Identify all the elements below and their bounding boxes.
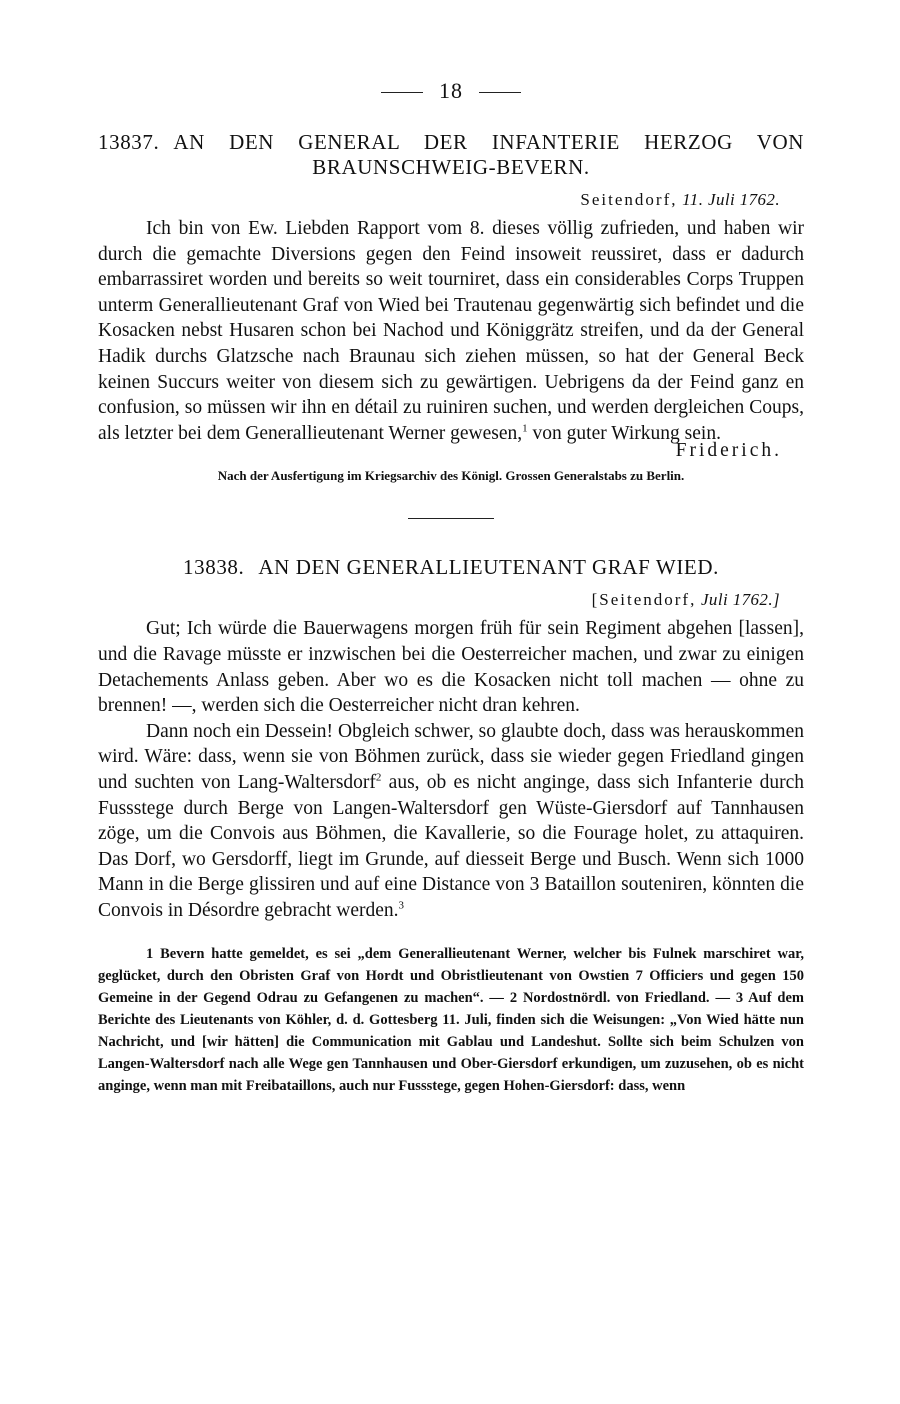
letter2-place-date xyxy=(98,590,780,610)
rule-left xyxy=(381,92,423,93)
letter1-date: 11. Juli 1762. xyxy=(682,190,780,209)
letter1-place-date xyxy=(98,190,780,210)
letter1-signature: Friderich. xyxy=(675,440,782,462)
letter2-title: AN DEN GENERALLIEUTENANT GRAF WIED. xyxy=(258,555,719,580)
letter2-heading xyxy=(98,555,804,580)
rule-right xyxy=(479,92,521,93)
page-number: 18 xyxy=(98,78,804,104)
letter1-text-end: von guter Wirkung sein. xyxy=(527,422,721,444)
letter1-source: Nach der Ausfertigung im Kriegsarchiv des Königl. Grossen Generalstabs zu Berlin. xyxy=(217,468,685,484)
page xyxy=(98,78,804,1097)
letter2-body xyxy=(98,616,804,923)
letter2-place: [Seitendorf, xyxy=(591,590,697,610)
letter2-date: Juli 1762.] xyxy=(700,590,780,610)
footnote-mark-3: 3 xyxy=(398,899,405,912)
letter1-number: 13837. xyxy=(98,130,160,154)
letter1-title: AN DEN GENERAL DER INFANTERIE HERZOG VON BRAUNSCHWEIG-BEVERN. xyxy=(173,130,804,179)
letter1-text: Ich bin von Ew. Liebden Rapport vom 8. dieses völlig zufrieden, und haben wir durch die gemachte Diversions gegen den Feind insoweit reussiret, dass er dadurch embarrassiret worden und bereits so weit tourniret, dass ein considerables Corps Truppen unterm Generallieutenant Graf von Wied bei Trautenau gegenwärtig sich befindet und die Kosacken nebst Husaren schon bei Nachod und Königgrätz streifen, und da der General Hadik durchs Glatzsche nach Braunau sich ziehen müssen, so hat der General Beck keinen Succurs weiter von diesem sich zu gewärtigen. Uebrigens da der Feind ganz en confusion, so müssen wir ihn en détail zu ruiniren suchen, und werden dergleichen Coups, als letzter bei dem Generallieutenant Werner gewesen, xyxy=(98,218,804,444)
letter1-heading xyxy=(98,130,804,180)
letter2-number: 13838. xyxy=(183,555,245,580)
letter1-place: Seitendorf, xyxy=(580,190,678,209)
footnote-mark-2: 2 xyxy=(375,771,382,784)
letter1-body xyxy=(98,216,804,446)
separator-rule xyxy=(408,518,494,519)
footnotes: 1 Bevern hatte gemeldet, es sei „dem Generallieutenant Werner, welcher bis Fulnek marschiret war, geglücket, durch den Obristen Graf von Hordt und Obristlieutenant von Owstien 7 Officiers und gegen 150 Gemeine in der Gegend Odrau zu Gefangenen zu machen“. — 2 Nordostnördl. von Friedland. — 3 Auf dem Berichte des Lieutenants von Köhler, d. d. Gottesberg 11. Juli, finden sich die Weisungen: „Von Wied hätte nun Nachricht, und [wir hätten] die Communication mit Gablau und Landeshut. Sollte sich beim Schulzen von Langen-Waltersdorf nach alle Wege gen Tannhausen und Ober-Giersdorf erkundigen, um zuzusehen, ob es nicht anginge, wenn man mit Freibataillons, auch nur Fussstege, gegen Hohen-Giersdorf: dass, wenn xyxy=(98,946,804,1095)
letter2-paragraph-1: Gut; Ich würde die Bauerwagens morgen früh für sein Regiment abgehen [lassen], und die Ravage müsste er inzwischen bei die Oesterreicher machen, und zwar zu einigen Detachements Anlass geben. Aber wo es die Kosacken nicht toll machen — ohne zu brennen! —, werden sich die Oesterreicher nicht dran kehren. xyxy=(98,618,804,717)
letter2-paragraph-2: Dann noch ein Dessein! Obgleich schwer, so glaubte doch, dass was herauskommen wird. Wäre: dass, wenn sie von Böhmen zurück, dass sie wieder gegen Friedland gingen und suchten von Lang-Waltersdorf$^2$ aus, ob es nicht anginge, dass sich Infanterie durch Fussstege durch Berge von Langen-Waltersdorf gen Wüste-Giersdorf auf Tannhausen zöge, um die Convois aus Böhmen, die Kavallerie, so die Fourage holet, zu attaquiren. Das Dorf, wo Gersdorff, liegt im Grunde, auf diesseit Berge und Busch. Wenn sich 1000 Mann in die Berge glissiren und auf eine Distance von 3 Bataillon souteniren, könnten die Convois in Désordre gebracht werden.$^3$ xyxy=(98,720,804,921)
footnote-mark-1: 1 xyxy=(522,422,528,435)
